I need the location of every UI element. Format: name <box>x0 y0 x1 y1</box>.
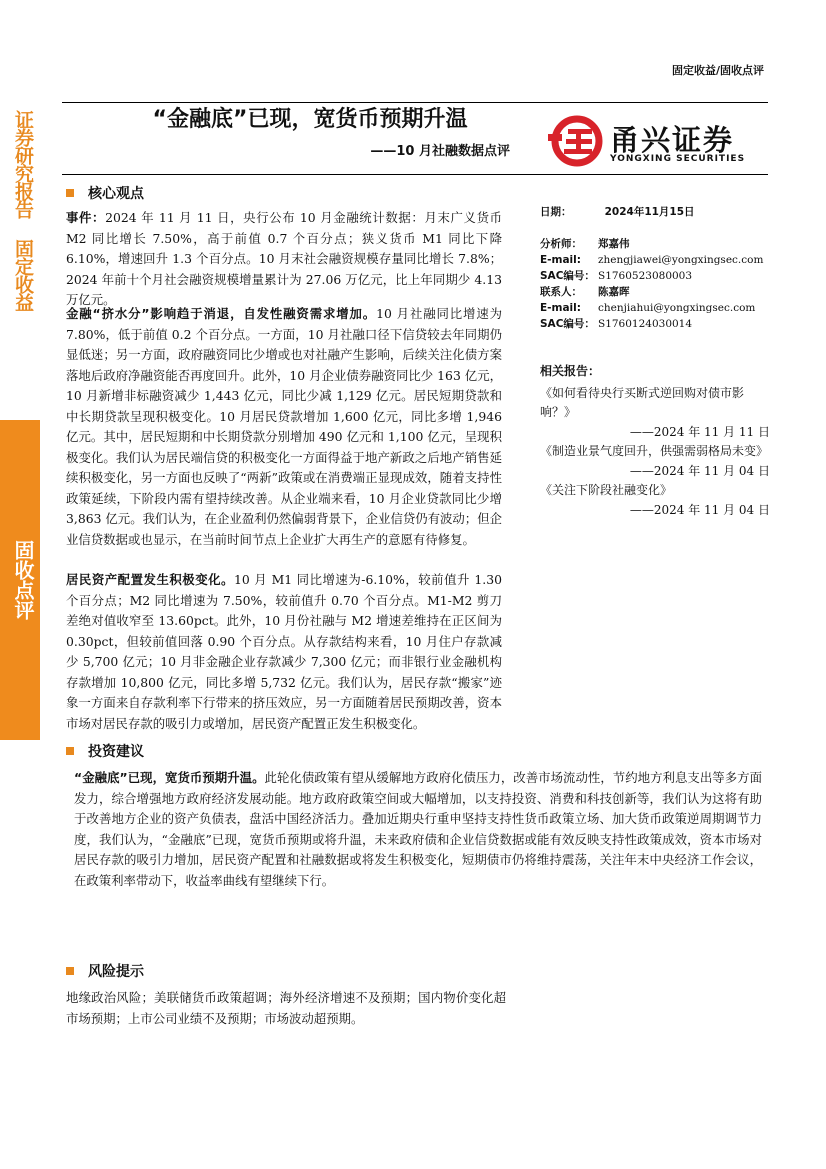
analyst-sac: S1760523080003 <box>598 270 693 282</box>
related-item-title: 《制造业景气度回升，供强需弱格局未变》 <box>540 444 769 458</box>
side-banner-bottom-text: 固收点评 <box>11 540 35 620</box>
para-household-lead: 居民资产配置发生积极变化。 <box>66 572 234 587</box>
section-bullet-icon <box>66 747 74 755</box>
analyst-key: 联系人： <box>540 286 582 298</box>
para-financing <box>66 304 502 550</box>
section-advice-label: 投资建议 <box>88 744 144 760</box>
related-item[interactable] <box>540 384 770 443</box>
analyst-key: E-mail: <box>540 302 581 314</box>
para-risk: 地缘政治风险；美联储货币政策超调；海外经济增速不及预期；国内物价变化超市场预期；上市公司业绩不及预期；市场波动超预期。 <box>66 990 506 1026</box>
section-bullet-icon <box>66 189 74 197</box>
logo-name: 甬兴证券 <box>610 123 735 157</box>
report-date <box>540 200 770 219</box>
section-risk-heading <box>66 961 144 981</box>
related-item-date: ——2024 年 11 月 04 日 <box>629 463 770 478</box>
para-financing-lead: 金融“挤水分”影响趋于消退，自发性融资需求增加。 <box>66 306 377 321</box>
analyst-row <box>540 252 770 268</box>
para-event-text: 2024 年 11 月 11 日，央行公布 10 月金融统计数据：月末广义货币 M2 同比增长 7.50%，高于前值 0.7 个百分点；狭义货币 M1 同比下降 6.10%，增速回升 1.3 个百分点。10 月末社会融资规模存量同比增长 7.8%；2024 年前十个月社会融资规模增量累计为 27.06 万亿元，比上年同期少 4.13 万亿元。 <box>66 210 502 307</box>
analyst-name: 郑嘉伟 <box>598 238 630 250</box>
logo-name-en: YONGXING SECURITIES <box>610 154 746 164</box>
related-item[interactable] <box>540 481 770 520</box>
para-household <box>66 570 502 734</box>
analyst-email-link[interactable]: zhengjiawei@yongxingsec.com <box>598 254 764 266</box>
related-heading: 相关报告： <box>540 364 601 378</box>
analyst-key: 分析师： <box>540 238 582 250</box>
related-item-date: ——2024 年 11 月 11 日 <box>629 424 770 439</box>
analyst-key: SAC编号： <box>540 270 595 282</box>
related-item-title: 《关注下阶段社融变化》 <box>540 483 673 497</box>
analyst-row <box>540 316 770 332</box>
contact-sac: S1760124030014 <box>598 318 693 330</box>
related-item[interactable] <box>540 442 770 481</box>
side-banner-top-text: 证券研究报告 固定收益 <box>12 110 34 311</box>
side-banner <box>0 100 40 740</box>
section-risk-label: 风险提示 <box>88 964 144 980</box>
top-divider <box>62 102 768 103</box>
logo-mark-icon <box>548 112 606 170</box>
company-logo <box>548 112 760 172</box>
report-subtitle: ——10 月社融数据点评 <box>370 144 510 159</box>
para-advice <box>74 768 762 891</box>
analyst-key: E-mail: <box>540 254 581 266</box>
analyst-info <box>540 236 770 332</box>
analyst-row <box>540 236 770 252</box>
related-item-title: 《如何看待央行买断式逆回购对债市影响？》 <box>540 385 745 419</box>
report-title: “金融底”已现，宽货币预期升温 <box>152 107 468 132</box>
analyst-row <box>540 284 770 300</box>
related-reports <box>540 362 770 520</box>
related-item-date: ——2024 年 11 月 04 日 <box>629 502 770 517</box>
contact-email-link[interactable]: chenjiahui@yongxingsec.com <box>598 302 756 314</box>
report-category: 固定收益/固收点评 <box>671 64 764 77</box>
side-banner-bottom <box>0 420 40 740</box>
date-value: 2024年11月15日 <box>604 206 695 218</box>
para-household-text: 10 月 M1 同比增速为-6.10%，较前值升 1.30 个百分点；M2 同比增速为 7.50%，较前值升 0.70 个百分点。M1-M2 剪刀差绝对值收窄至 13.60pct。此外，10 月份社融与 M2 增速差维持在正区间为 0.30pct，但较前值回落 0.90 个百分点。从存款结构来看，10 月住户存款减少 5,700 亿元；10 月非金融企业存款减少 7,300 亿元；而非银行业金融机构存款增加 10,800 亿元，同比多增 5,732 亿元。我们认为，居民存款“搬家”迹象一方面来自存款利率下行带来的挤压效应，另一方面随着居民预期改善，资本市场对居民存款的吸引力或增加，居民资产配置正发生积极变化。 <box>66 572 503 731</box>
para-advice-text: 此轮化债政策有望从缓解地方政府化债压力，改善市场流动性，节约地方利息支出等多方面发力，综合增强地方政府经济发展动能。地方政府政策空间或大幅增加，以支持投资、消费和科技创新等，我们认为这将有助于改善地方企业的资产负债表，盘活中国经济活力。叠加近期央行重申坚持支持性货币政策立场、加大货币政策逆周期调节力度，我们认为，“金融底”已现，宽货币预期或将升温，未来政府债和企业信贷数据或能有效反映支持性政策成效，资本市场对居民存款的吸引力增加，居民资产配置和社融数据或将发生积极变化，短期债市仍将维持震荡，关注年末中央经济工作会议，在政策利率带动下，收益率曲线有望继续下行。 <box>74 770 762 888</box>
para-financing-text: 10 月社融同比增速为 7.80%，低于前值 0.2 个百分点。一方面，10 月社融口径下信贷较去年同期仍显低迷；另一方面，政府融资同比少增或也对社融产生影响，后续关注化债方案落地后政府净融资能否再度回升。此外，10 月企业债券融资同比少 163 亿元，10 月新增非标融资减少 1,443 亿元，同比少减 1,129 亿元。居民短期贷款和中长期贷款呈现积极变化。10 月居民贷款增加 1,600 亿元，同比多增 1,946 亿元。其中，居民短期和中长期贷款分别增加 490 亿元和 1,100 亿元，呈现积极变化。我们认为居民端信贷的积极变化一方面得益于地产新政之后地产销售延续积极变化，另一方面也反映了“两新”政策或在消费端正显现成效，随着支持性政策延续，下阶段内需有望持续改善。从企业端来看，10 月企业贷款同比少增 3,863 亿元。我们认为，在企业盈利仍然偏弱背景下，企业信贷仍有波动；但企业信贷数据或也显示，在当前时间节点上企业扩大再生产的意愿有待修复。 <box>66 306 502 547</box>
contact-name: 陈嘉晖 <box>598 286 630 298</box>
header-divider <box>62 174 768 175</box>
para-advice-lead: “金融底”已现，宽货币预期升温。 <box>74 770 265 785</box>
analyst-row <box>540 300 770 316</box>
analyst-key: SAC编号： <box>540 318 595 330</box>
section-advice-heading <box>66 741 144 761</box>
section-bullet-icon <box>66 967 74 975</box>
para-event-lead: 事件： <box>66 210 106 225</box>
para-event <box>66 208 502 311</box>
section-core-label: 核心观点 <box>88 186 144 202</box>
section-core-heading <box>66 183 144 203</box>
side-banner-top <box>0 100 40 415</box>
date-label: 日期： <box>540 206 572 218</box>
analyst-row <box>540 268 770 284</box>
